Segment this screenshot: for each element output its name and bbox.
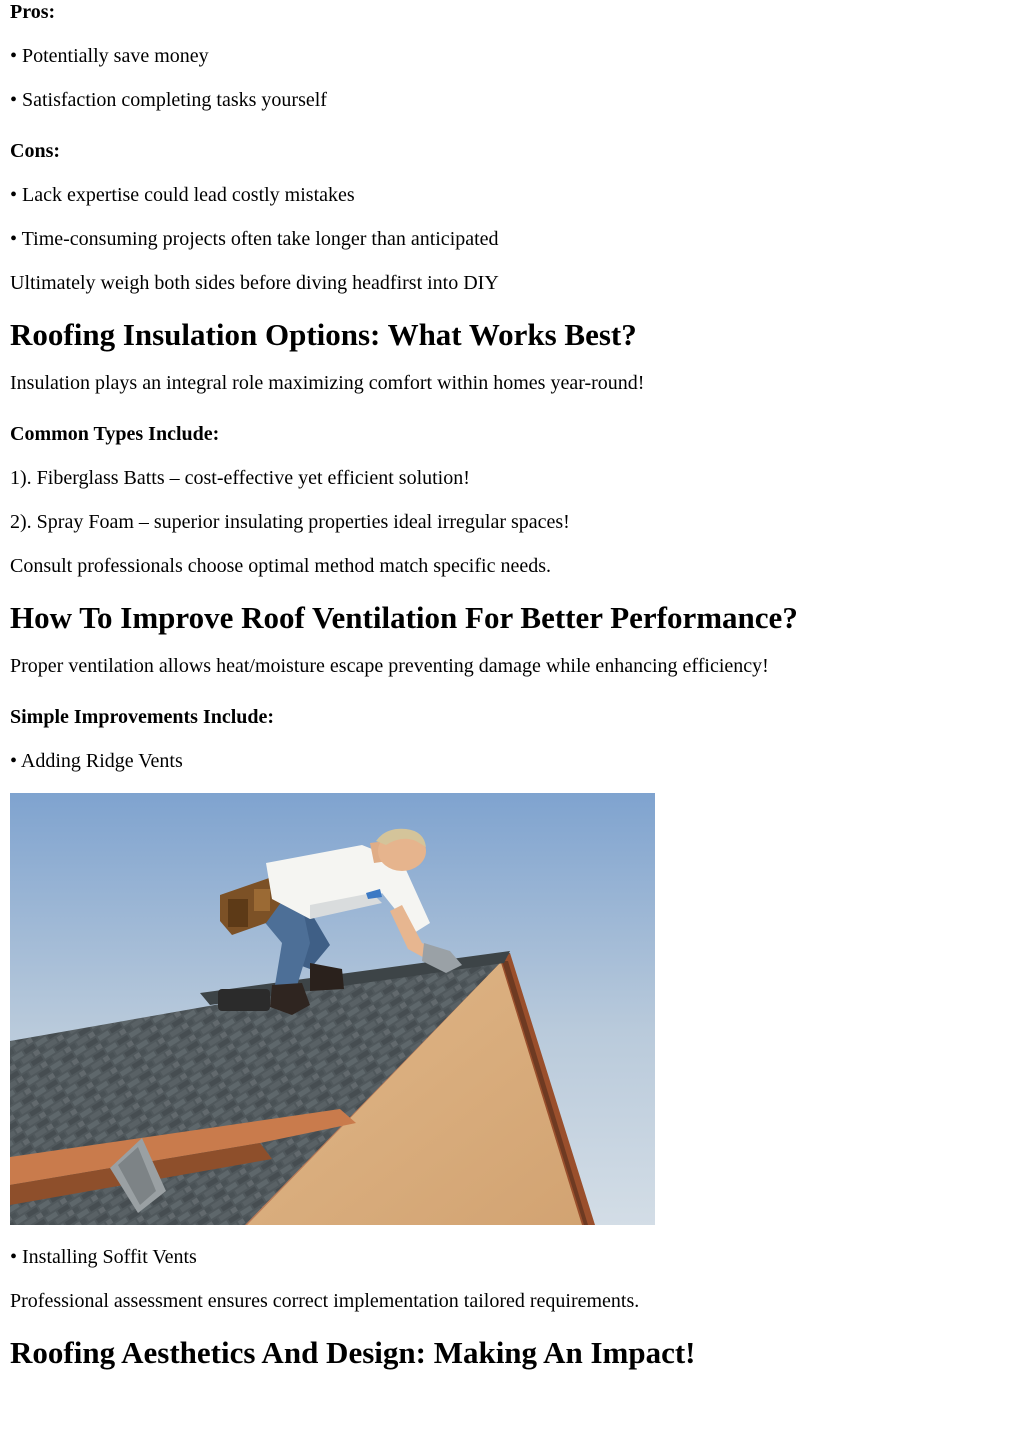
cons-item: • Lack expertise could lead costly mistakes: [10, 184, 355, 206]
insulation-type-item: 1). Fiberglass Batts – cost-effective yet efficient solution!: [10, 467, 470, 489]
pros-item: • Satisfaction completing tasks yourself: [10, 89, 327, 111]
diy-conclusion: Ultimately weigh both sides before diving headfirst into DIY: [10, 272, 499, 294]
cons-item: • Time-consuming projects often take longer than anticipated: [10, 228, 499, 250]
ventilation-improvements-title: Simple Improvements Include:: [10, 706, 275, 728]
ventilation-improvement-item: • Adding Ridge Vents: [10, 750, 183, 772]
ventilation-intro: Proper ventilation allows heat/moisture escape preventing damage while enhancing efficiency!: [10, 655, 769, 677]
ventilation-improvement-item: • Installing Soffit Vents: [10, 1246, 197, 1268]
article-content: [10, 0, 1014, 1372]
ventilation-heading: How To Improve Roof Ventilation For Better Performance?: [10, 600, 798, 635]
pros-title: Pros:: [10, 1, 56, 23]
insulation-intro: Insulation plays an integral role maximizing comfort within homes year-round!: [10, 372, 645, 394]
insulation-heading: Roofing Insulation Options: What Works Best?: [10, 317, 637, 352]
roofer-photo: [10, 793, 655, 1225]
aesthetics-heading: Roofing Aesthetics And Design: Making An Impact!: [10, 1335, 696, 1370]
cons-title: Cons:: [10, 140, 61, 162]
insulation-conclusion: Consult professionals choose optimal method match specific needs.: [10, 555, 551, 577]
insulation-types-title: Common Types Include:: [10, 423, 220, 445]
pros-item: • Potentially save money: [10, 45, 209, 67]
ventilation-conclusion: Professional assessment ensures correct implementation tailored requirements.: [10, 1290, 640, 1312]
insulation-type-item: 2). Spray Foam – superior insulating properties ideal irregular spaces!: [10, 511, 570, 533]
